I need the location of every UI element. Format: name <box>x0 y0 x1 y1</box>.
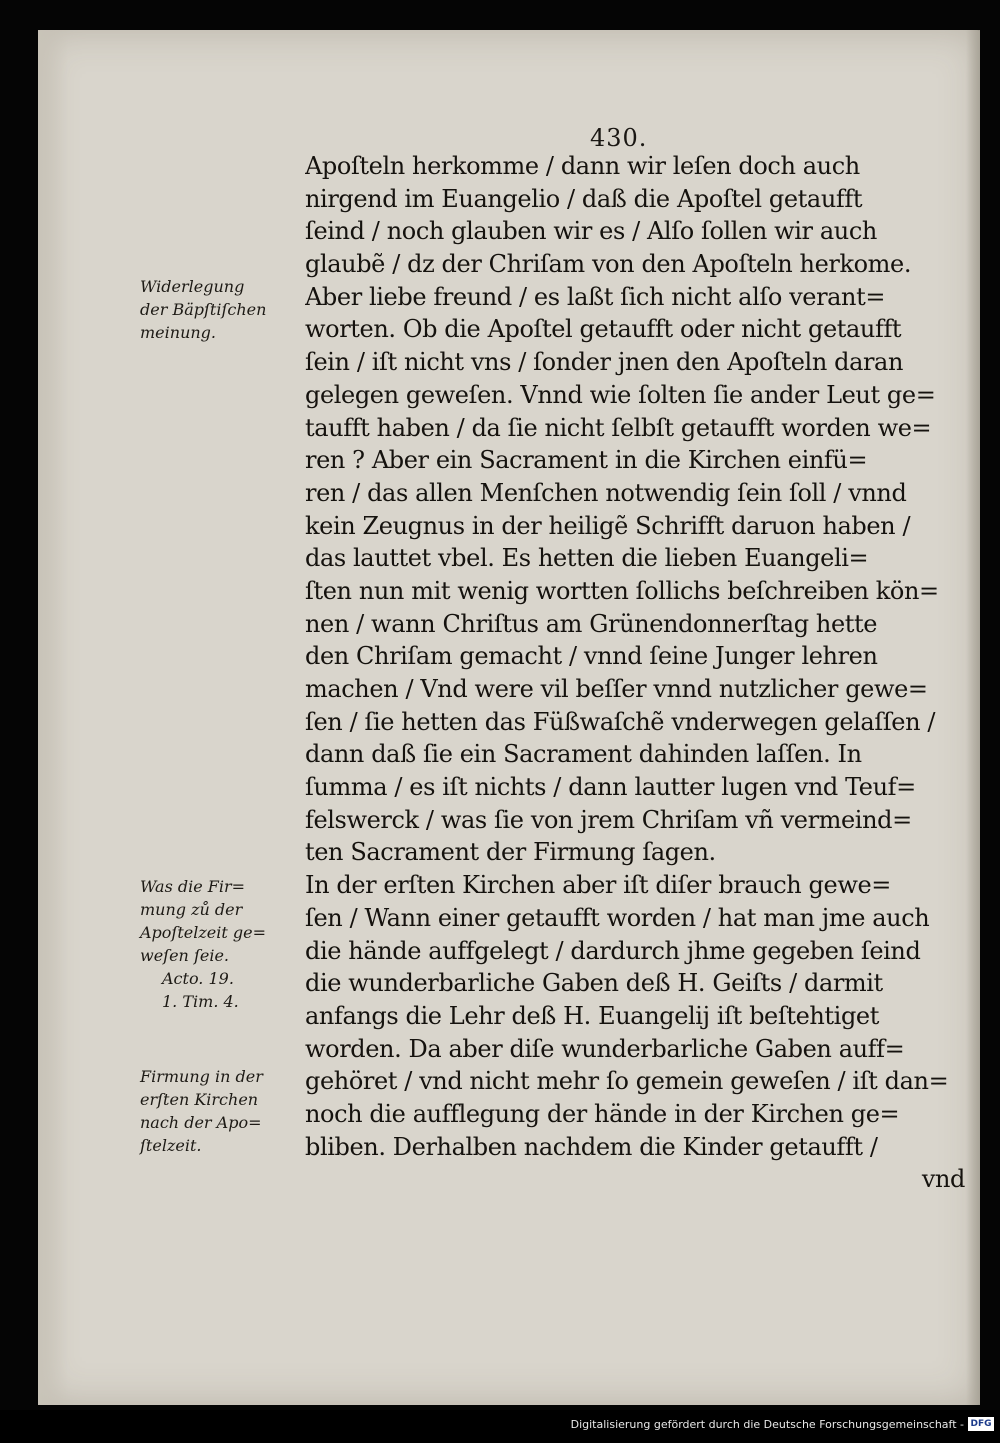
margin-note-line: mung zů der <box>140 900 243 919</box>
text-line: gehöret / vnd nicht mehr ſo gemein geweſen / iſt dan= <box>305 1067 949 1096</box>
margin-note-apostolic-confirmation <box>140 875 290 1013</box>
text-line: gelegen geweſen. Vnnd wie ſolten ſie ander Leut ge= <box>305 380 936 409</box>
text-line: worten. Ob die Apoſtel getaufft oder nicht getaufft <box>305 315 902 344</box>
text-line: kein Zeugnus in der heiligẽ Schrifft daruon haben / <box>305 511 911 540</box>
margin-note-line: der Bäpſtiſchen <box>140 300 267 319</box>
text-line: In der erſten Kirchen aber iſt diſer brauch gewe= <box>305 871 891 900</box>
text-line: ſeind / noch glauben wir es / Alſo ſollen wir auch <box>305 217 877 246</box>
page-number: 430. <box>590 124 648 152</box>
text-line: ten Sacrament der Firmung ſagen. <box>305 838 716 867</box>
text-line: ſen / Wann einer getaufft worden / hat man jme auch <box>305 903 930 932</box>
margin-note-early-church <box>140 1065 290 1157</box>
scripture-reference: Acto. 19. <box>162 969 234 988</box>
page-edge-shadow-left <box>38 30 68 1405</box>
text-line: Aber liebe freund / es laßt ſich nicht alſo verant= <box>305 282 886 311</box>
text-line: ren / das allen Menſchen notwendig ſein ſoll / vnnd <box>305 478 907 507</box>
text-line: ſten nun mit wenig wortten ſollichs beſchreiben kön= <box>305 576 939 605</box>
body-text-block <box>305 150 975 1196</box>
text-line: die wunderbarliche Gaben deß H. Geiſts / darmit <box>305 969 883 998</box>
margin-note-line: Was die Fir= <box>140 877 246 896</box>
text-line: den Chriſam gemacht / vnnd ſeine Junger lehren <box>305 642 878 671</box>
text-line: machen / Vnd were vil beſſer vnnd nutzlicher gewe= <box>305 675 928 703</box>
text-line: Apoſteln herkomme / dann wir leſen doch auch <box>305 152 860 180</box>
text-line: worden. Da aber diſe wunderbarliche Gaben auff= <box>305 1034 905 1063</box>
text-line: bliben. Derhalben nachdem die Kinder getaufft / <box>305 1132 878 1161</box>
margin-note-refutation <box>140 275 290 344</box>
text-line: das lauttet vbel. Es hetten die lieben Euangeli= <box>305 544 869 573</box>
footer-bar <box>0 1410 1000 1443</box>
margin-note-line: nach der Apo= <box>140 1113 262 1132</box>
text-line: glaubẽ / dz der Chriſam von den Apoſteln herkome. <box>305 250 912 279</box>
text-line: noch die aufflegung der hände in der Kirchen ge= <box>305 1099 900 1128</box>
funding-notice: Digitalisierung gefördert durch die Deutsche Forschungsgemeinschaft - <box>570 1418 964 1431</box>
margin-note-line: Widerlegung <box>140 277 245 296</box>
text-line: ſein / iſt nicht vns / ſonder jnen den Apoſteln daran <box>305 348 904 377</box>
text-line: felswerck / was ſie von jrem Chriſam vñ vermeind= <box>305 805 912 834</box>
margin-note-line: Firmung in der <box>140 1067 263 1086</box>
text-line: ren ? Aber ein Sacrament in die Kirchen einfü= <box>305 446 868 475</box>
margin-note-line: ſtelzeit. <box>140 1136 202 1155</box>
text-line: taufft haben / da ſie nicht ſelbſt getaufft worden we= <box>305 413 932 442</box>
text-line: dann daß ſie ein Sacrament dahinden laſſen. In <box>305 740 862 769</box>
text-line: die hände auffgelegt / dardurch jhme gegeben ſeind <box>305 936 921 965</box>
margin-note-line: Apoſtelzeit ge= <box>140 923 267 942</box>
text-line: anfangs die Lehr deß H. Euangelij iſt beſtehtiget <box>305 1001 879 1030</box>
text-line: ſen / ſie hetten das Füßwaſchẽ vnderwegen gelaſſen / <box>305 707 936 736</box>
scripture-reference: 1. Tim. 4. <box>162 992 239 1011</box>
text-line: nirgend im Euangelio / daß die Apoſtel getaufft <box>305 184 863 213</box>
text-line: ſumma / es iſt nichts / dann lautter lugen vnd Teuf= <box>305 773 916 802</box>
margin-note-line: weſen ſeie. <box>140 946 230 965</box>
text-line: nen / wann Chriſtus am Grünendonnerſtag hette <box>305 609 878 638</box>
dfg-logo: DFG <box>968 1417 994 1431</box>
margin-note-line: meinung. <box>140 323 216 342</box>
margin-note-line: erſten Kirchen <box>140 1090 259 1109</box>
catchword: vnd <box>921 1165 965 1194</box>
